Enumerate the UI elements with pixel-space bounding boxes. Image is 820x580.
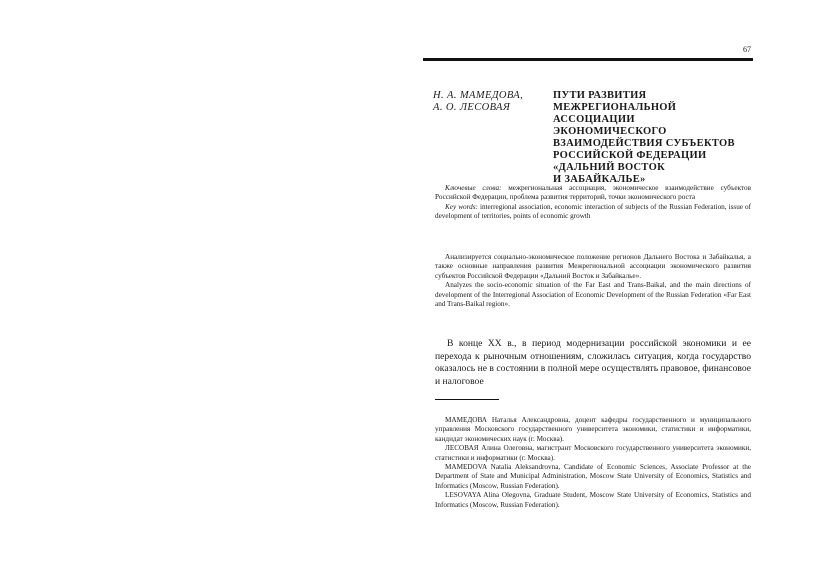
- author-info-paragraph: LESOVAYA Alina Olegovna, Graduate Student, Moscow State University of Economics, Statistics and Informatics (Moscow, Russian Federation).: [435, 491, 751, 509]
- article-body: [435, 338, 751, 388]
- author-info-paragraph: MAMEDOVA Natalia Aleksandrovna, Candidate of Economic Sciences, Associate Professor at the Department of State and Municipal Administration, Moscow State University of Economics, Statistics and Informatics (Moscow, Russian Federation).: [435, 463, 751, 490]
- title-line: АССОЦИАЦИИ: [553, 114, 635, 125]
- keywords-block: [435, 184, 751, 222]
- keywords-en: [435, 203, 751, 222]
- keywords-ru-text: межрегиональная ассоциация, экономическое взаимодействие субъектов Российской Федерации, проблема развития территорий, точки экономического роста: [435, 184, 751, 202]
- author-name: А. О. ЛЕСОВАЯ: [433, 102, 511, 113]
- keywords-ru-label: Ключевые слова:: [445, 184, 502, 192]
- article-authors: [433, 90, 551, 114]
- title-line: РОССИЙСКОЙ ФЕДЕРАЦИИ: [553, 150, 707, 161]
- article-title: [553, 90, 753, 186]
- title-line: ВЗАИМОДЕЙСТВИЯ СУБЪЕКТОВ: [553, 138, 735, 149]
- page-number: 67: [743, 45, 751, 54]
- article-page: [423, 45, 753, 565]
- author-info-paragraph: МАМЕДОВА Наталья Александровна, доцент кафедры государственного и муниципального управления Московского государственного университета экономики, статистики и информатики, кандидат экономических наук (г. Москва).: [435, 416, 751, 443]
- title-line: ПУТИ РАЗВИТИЯ: [553, 90, 647, 101]
- abstract-en: Analyzes the socio-economic situation of the Far East and Trans-Baikal, and the main directions of development of the Interregional Association of Economic Development of the Russian Federation «Far East and Trans-Baikal region».: [435, 281, 751, 309]
- abstract-block: [435, 253, 751, 309]
- body-paragraph: В конце XX в., в период модернизации российской экономики и ее перехода к рыночным отношениям, сложилась ситуация, когда государство оказалось не в состоянии в полной мере осуществлять правовое, финансовое и налоговое: [435, 338, 751, 387]
- author-name: Н. А. МАМЕДОВА,: [433, 90, 524, 101]
- author-info-paragraph: ЛЕСОВАЯ Алина Олеговна, магистрант Московского государственного университета экономики, статистики и информатики (г. Москва).: [435, 444, 751, 462]
- footnote-rule: [435, 399, 499, 400]
- title-line: И ЗАБАЙКАЛЬЕ»: [553, 174, 646, 185]
- header-rule: [423, 58, 753, 61]
- keywords-en-label: Key words:: [445, 202, 478, 211]
- keywords-en-text: interregional association, economic interaction of subjects of the Russian Federation, issue of development of territories, points of economic growth: [435, 202, 751, 221]
- title-line: «ДАЛЬНИЙ ВОСТОК: [553, 162, 665, 173]
- title-line: МЕЖРЕГИОНАЛЬНОЙ: [553, 102, 677, 113]
- abstract-ru: Анализируется социально-экономическое положение регионов Дальнего Востока и Забайкалья, а также основные направления развития Межрегиональной ассоциации экономического развития субъектов Российской Федерации «Дальний Восток и Забайкалье».: [435, 253, 751, 280]
- keywords-ru: [435, 184, 751, 203]
- author-info-block: [435, 416, 751, 510]
- title-line: ЭКОНОМИЧЕСКОГО: [553, 126, 667, 137]
